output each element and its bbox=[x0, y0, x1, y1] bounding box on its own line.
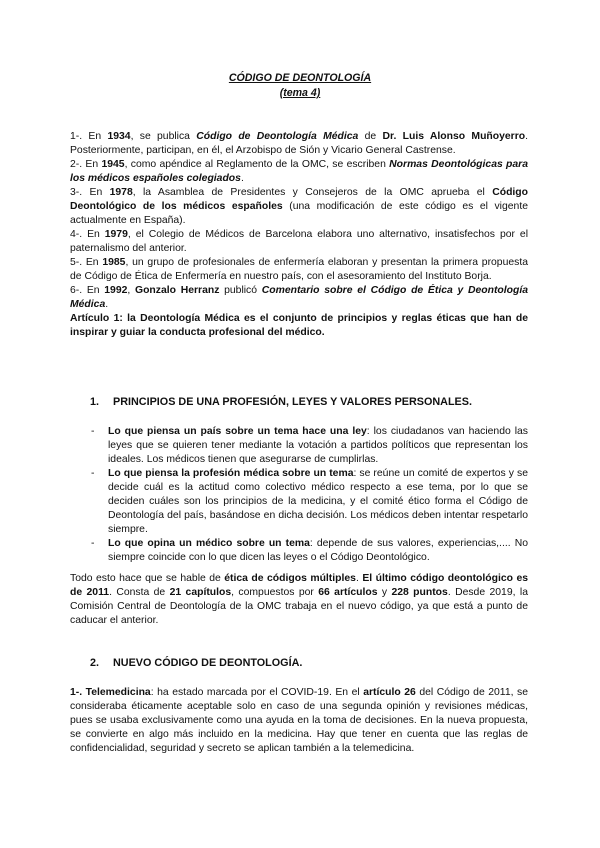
history-list bbox=[70, 130, 528, 340]
section-2-number: 2. bbox=[90, 657, 100, 669]
section-1-heading bbox=[70, 395, 550, 409]
title-main: CÓDIGO DE DEONTOLOGÍA bbox=[228, 72, 372, 84]
bullet-item-country: - Lo que piensa un país sobre un tema hace una ley: los ciudadanos van haciendo las leyes que se quieren tener mediante la votación a partidos políticos que representan los ideales. Los médicos tienen que asegurarse de cumplirlas. bbox=[91, 426, 528, 465]
history-item-1934: 1-. En 1934, se publica Código de Deontología Médica de Dr. Luis Alonso Muñoyerro. Posteriormente, participan, en él, el Arzobispo de Sión y Vicario General Castrense. bbox=[70, 131, 528, 156]
article-1-definition: Artículo 1: la Deontología Médica es el conjunto de principios y reglas éticas que han de inspirar y guiar la conducta profesional del médico. bbox=[70, 313, 528, 338]
section-2-title: NUEVO CÓDIGO DE DEONTOLOGÍA. bbox=[113, 657, 303, 669]
section-2-paragraph: 1-. Telemedicina: ha estado marcada por el COVID-19. En el artículo 26 del Código de 2011, se consideraba éticamente aceptable solo en caso de una segunda opinión y revisiones médicas, pues se usaba exclusivamente como una ayuda en la toma de decisiones. En la nueva propuesta, se convierte en algo más incluido en la medicina. Hay que tener en cuenta que las reglas de confidencialidad, seguridad y secreto se aplican también a la telemedicina. bbox=[70, 687, 528, 754]
history-item-1992: 6-. En 1992, Gonzalo Herranz publicó Comentario sobre el Código de Ética y Deontología Médica. bbox=[70, 285, 528, 310]
section-1-title: PRINCIPIOS DE UNA PROFESIÓN, LEYES Y VALORES PERSONALES. bbox=[113, 396, 472, 408]
bullet-item-profession: - Lo que piensa la profesión médica sobre un tema: se reúne un comité de expertos y se decide cuál es la actitud como colectivo médico respecto a ese tema, por lo que se deciden cuáles son los principios de la medicina, y el comité ético forma el Código de Deontología del país, basándose en dicha decisión. Los médicos deben intentar respetarlo siempre. bbox=[91, 468, 528, 535]
document-title bbox=[0, 71, 600, 101]
history-item-1985: 5-. En 1985, un grupo de profesionales de enfermería elaboran y presentan la primera propuesta de Código de Ética de Enfermería en nuestro país, con el asesoramiento del Instituto Borja. bbox=[70, 257, 529, 282]
section-1-number: 1. bbox=[90, 396, 100, 408]
history-item-1978: 3-. En 1978, la Asamblea de Presidentes y Consejeros de la OMC aprueba el Código Deontológico de los médicos españoles (una modificación de este código es el vigente actualmente en España). bbox=[70, 187, 528, 226]
section-1-summary: Todo esto hace que se hable de ética de códigos múltiples. El último código deontológico es de 2011. Consta de 21 capítulos, compuestos por 66 artículos y 228 puntos. Desde 2019, la Comisión Central de Deontología de la OMC trabaja en el nuevo código, ya que está a punto de caducar el anterior. bbox=[70, 573, 529, 626]
section-2-heading bbox=[70, 656, 550, 670]
history-item-1945: 2-. En 1945, como apéndice al Reglamento de la OMC, se escriben Normas Deontológicas para los médicos españoles colegiados. bbox=[70, 159, 528, 184]
section-1-bullet-list bbox=[70, 425, 528, 565]
bullet-item-doctor: - Lo que opina un médico sobre un tema: depende de sus valores, experiencias,.... No siempre coincide con lo que dicen las leyes o el Código Deontológico. bbox=[91, 538, 528, 563]
title-subtitle: (tema 4) bbox=[279, 87, 321, 99]
history-item-1979: 4-. En 1979, el Colegio de Médicos de Barcelona elabora uno alternativo, insatisfechos por el paternalismo del anterior. bbox=[70, 229, 528, 254]
